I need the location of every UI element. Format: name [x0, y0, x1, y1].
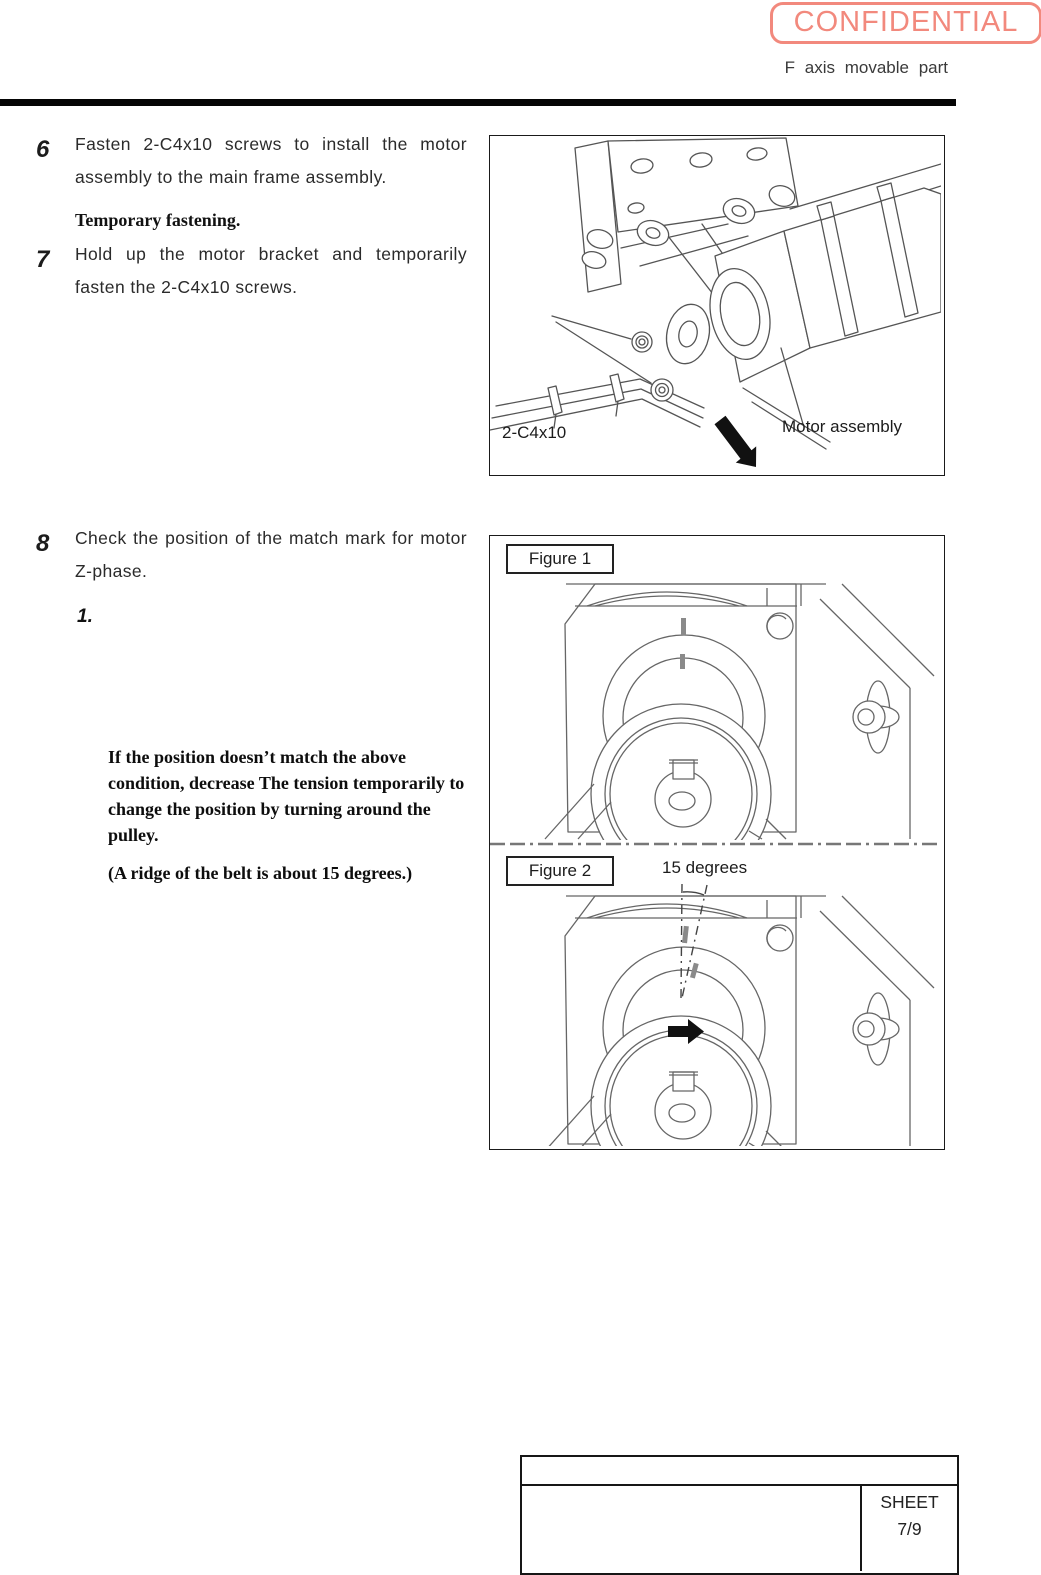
sheet-cell	[860, 1486, 957, 1571]
sheet-number: 7/9	[897, 1519, 922, 1539]
caution-paragraph-2: (A ridge of the belt is about 15 degrees.)	[108, 863, 413, 883]
match-mark-figure	[489, 535, 945, 1150]
step-6-number: 6	[36, 136, 50, 163]
figure1-caption: Figure 1	[506, 544, 614, 574]
match-mark-outer-fig1	[681, 618, 686, 635]
sheet-table	[520, 1455, 959, 1575]
figure2-caption: Figure 2	[506, 856, 614, 886]
install-direction-arrow-icon	[715, 416, 757, 467]
angle-label: 15 degrees	[662, 858, 748, 877]
screw-callout-label: 2-C4x10	[502, 423, 567, 442]
sheet-label: SHEET	[880, 1492, 939, 1512]
header-rule	[0, 99, 956, 106]
step-7-number: 7	[36, 246, 50, 273]
sheet-table-top-row	[522, 1457, 957, 1486]
caution-paragraph-1: If the position doesn’t match the above condition, decrease The tension temporarily to change the position by turning around the pulley.	[108, 747, 465, 845]
step-6-text: Fasten 2-C4x10 screws to install the motor assembly to the main frame assembly.	[75, 134, 467, 187]
confidential-stamp: CONFIDENTIAL	[770, 2, 1041, 44]
match-mark-drawing	[490, 536, 941, 1146]
motor-assembly-label: Motor assembly	[782, 417, 902, 436]
step-7-text: Hold up the motor bracket and temporarily fasten the 2-C4x10 screws.	[75, 244, 467, 297]
step-6-note: Temporary fastening.	[75, 210, 241, 230]
step-8-text: Check the position of the match mark for motor Z-phase.	[75, 528, 467, 581]
step-8-substep: 1.	[77, 606, 93, 627]
section-label: F axis movable part	[784, 58, 948, 77]
step-8-number: 8	[36, 530, 50, 557]
match-mark-inner-fig1	[680, 654, 685, 669]
motor-assembly-figure	[489, 135, 945, 476]
